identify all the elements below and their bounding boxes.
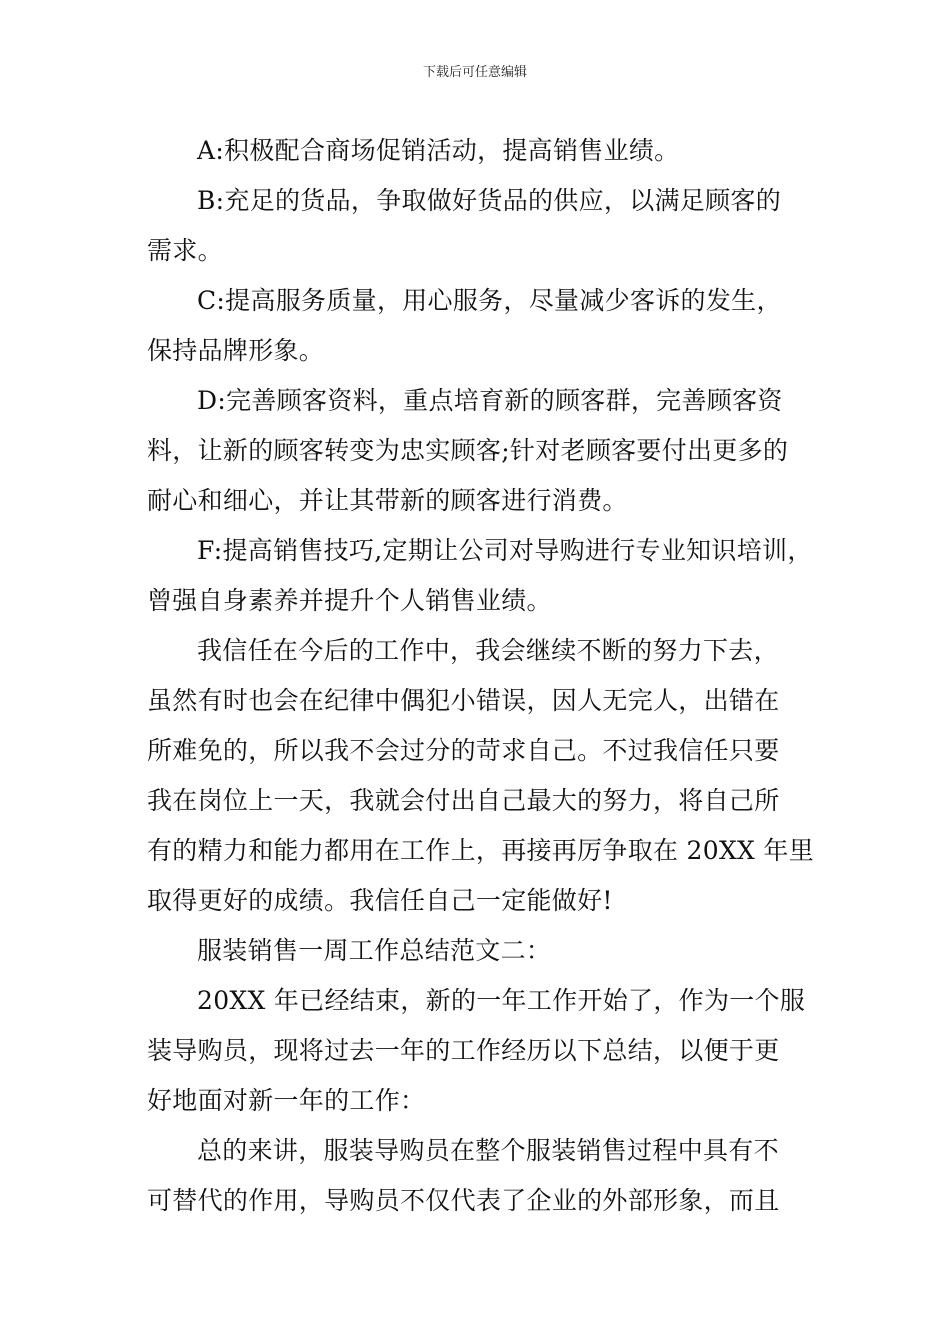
paragraph-b: [147, 176, 813, 276]
text-line: 所难免的，所以我不会过分的苛求自己。不过我信任只要: [147, 736, 780, 765]
text-line: A:积极配合商场促销活动，提高销售业绩。: [197, 136, 680, 165]
text-line: 我信任在今后的工作中，我会继续不断的努力下去，: [197, 636, 779, 665]
text-line: F:提高销售技巧,定期让公司对导购进行专业知识培训，: [197, 536, 813, 565]
paragraph-a: [147, 126, 813, 176]
text-line: 好地面对新一年的工作：: [147, 1086, 426, 1115]
paragraph-d: [147, 376, 813, 526]
text-line: 可替代的作用，导购员不仅代表了企业的外部形象，而且: [147, 1186, 780, 1215]
text-line: 曾强自身素养并提升个人销售业绩。: [147, 586, 552, 615]
paragraph-commitment: [147, 626, 813, 926]
text-line: B:充足的货品，争取做好货品的供应，以满足顾客的: [197, 186, 781, 215]
paragraph-f: [147, 526, 813, 626]
text-line: 需求。: [147, 236, 223, 265]
text-line: 服装销售一周工作总结范文二：: [197, 936, 552, 965]
paragraph-c: [147, 276, 813, 376]
text-line: 总的来讲，服装导购员在整个服装销售过程中具有不: [197, 1136, 779, 1165]
text-line: 保持品牌形象。: [147, 336, 325, 365]
text-line: 我在岗位上一天，我就会付出自己最大的努力，将自己所: [147, 786, 780, 815]
text-line: 20XX 年已经结束，新的一年工作开始了，作为一个服: [197, 986, 806, 1015]
paragraph-intro: [147, 976, 813, 1126]
document-body: [147, 126, 813, 1226]
text-line: 装导购员，现将过去一年的工作经历以下总结，以便于更: [147, 1036, 780, 1065]
text-line: 取得更好的成绩。我信任自己一定能做好!: [147, 886, 613, 915]
text-line: 有的精力和能力都用在工作上，再接再厉争取在 20XX 年里: [147, 836, 815, 865]
text-line: C:提高服务质量，用心服务，尽量减少客诉的发生，: [197, 286, 782, 315]
text-line: D:完善顾客资料，重点培育新的顾客群，完善顾客资: [197, 386, 783, 415]
section-heading: [147, 926, 813, 976]
text-line: 耐心和细心，并让其带新的顾客进行消费。: [147, 486, 628, 515]
text-line: 料，让新的顾客转变为忠实顾客;针对老顾客要付出更多的: [147, 436, 789, 465]
page-header: 下载后可任意编辑: [422, 65, 527, 80]
paragraph-summary: [147, 1126, 813, 1226]
text-line: 虽然有时也会在纪律中偶犯小错误，因人无完人，出错在: [147, 686, 780, 715]
